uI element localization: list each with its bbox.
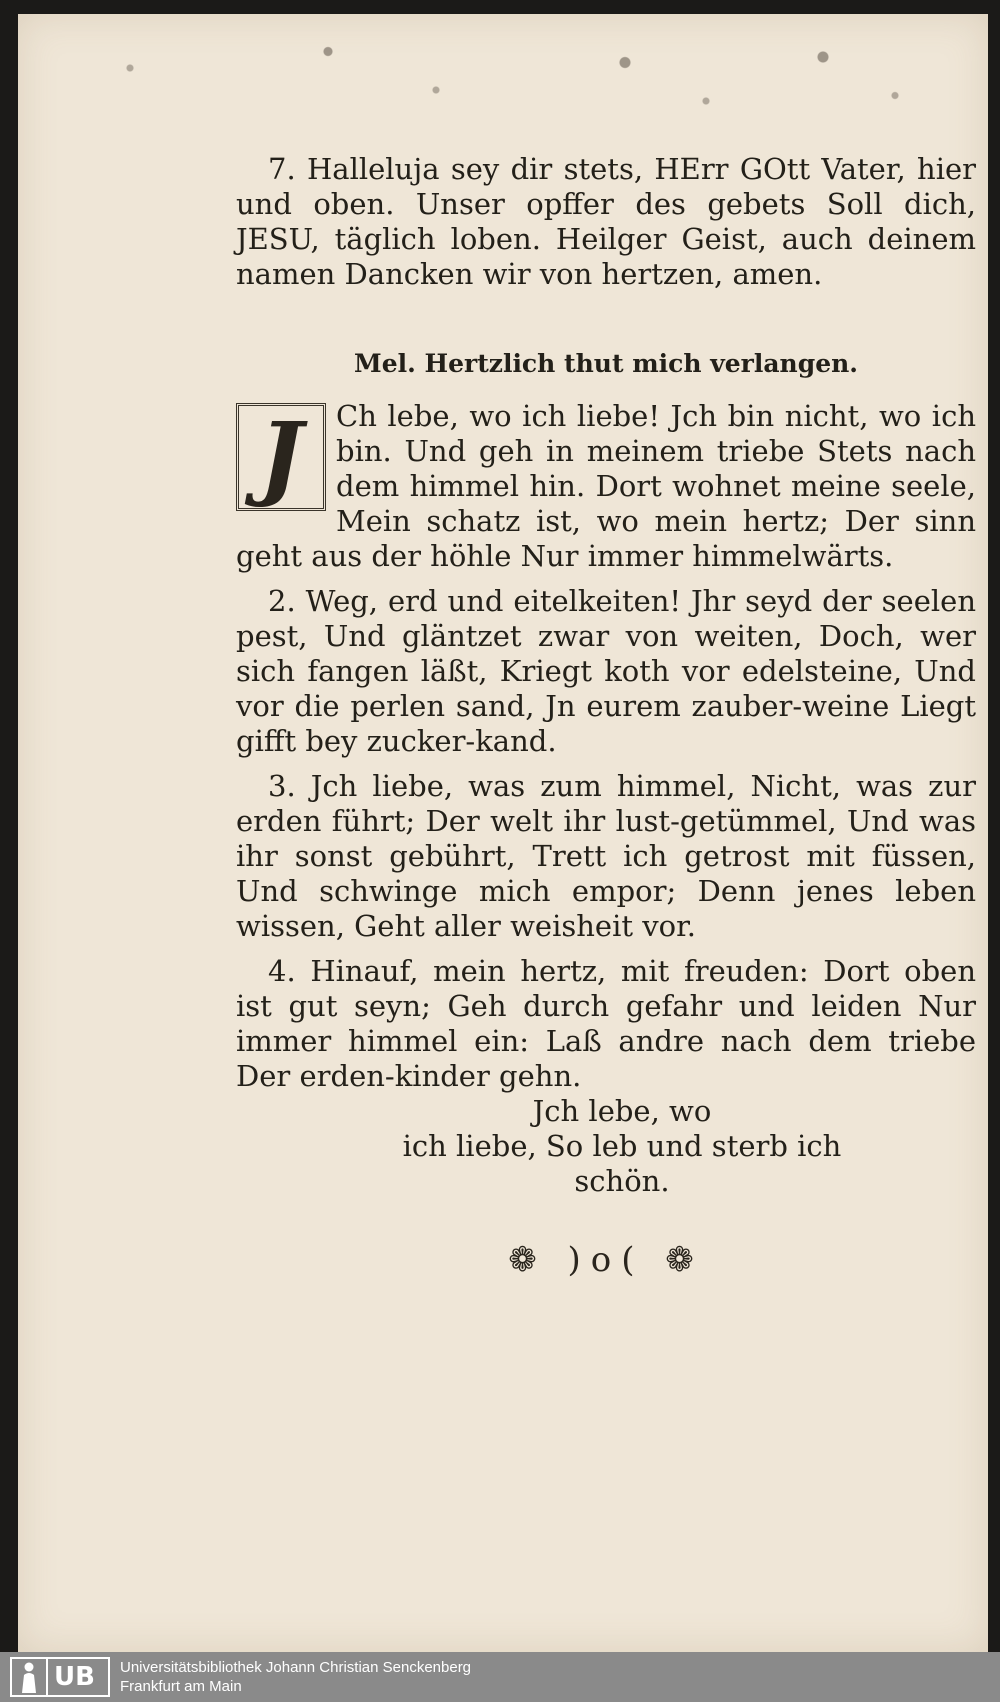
document-page xyxy=(18,14,988,1652)
paper-damage xyxy=(58,24,958,134)
stanza-3-text: 3. Jch liebe, was zum himmel, Nicht, was zur erden führt; Der welt ihr lust-getümmel, Und was ihr sonst gebührt, Trett ich getrost mit füssen, Und schwinge mich empor; Denn jenes leben wissen, Geht aller weisheit vor. xyxy=(236,769,976,943)
drop-cap: J xyxy=(236,403,326,511)
stanza-4-text: 4. Hinauf, mein hertz, mit freuden: Dort oben ist gut seyn; Geh durch gefahr und leiden Nur immer himmel ein: Laß andre nach dem triebe Der erden-kinder gehn. xyxy=(236,954,976,1093)
stanza-4-ending-1: Jch lebe, wo xyxy=(532,1094,712,1128)
stanza-2-text: 2. Weg, erd und eitelkeiten! Jhr seyd der seelen pest, Und gläntzet zwar von weiten, Doch, wer sich fangen läßt, Kriegt koth vor edelsteine, Und vor die perlen sand, Jn eurem zauber-weine Liegt gifft bey zucker-kand. xyxy=(236,584,976,758)
stanza-4 xyxy=(236,954,976,1199)
ub-logo xyxy=(10,1657,110,1697)
stanza-7-text: 7. Halleluja sey dir stets, HErr GOtt Vater, hier und oben. Unser opffer des gebets Soll dich, JESU, täglich loben. Heilger Geist, auch deinem namen Dancken wir von hertzen, amen. xyxy=(236,152,976,291)
logo-text: UB xyxy=(46,1659,95,1695)
footer-text xyxy=(120,1658,471,1696)
stanza-7 xyxy=(236,152,976,292)
footer-line-1: Universitätsbibliothek Johann Christian Senckenberg xyxy=(120,1659,472,1676)
footer-line-2: Frankfurt am Main xyxy=(120,1678,242,1695)
stanza-3 xyxy=(236,769,976,944)
stanza-1-text: Ch lebe, wo ich liebe! Jch bin nicht, wo ich bin. Und geh in meinem triebe Stets nach dem himmel hin. Dort wohnet meine seele, Mein schatz ist, wo mein hertz; Der sinn geht aus der höhle Nur immer himmelwärts. xyxy=(236,399,976,573)
ornament-icon: ❁ )o( ❁ xyxy=(508,1240,704,1280)
stanza-1 xyxy=(236,399,976,574)
statue-icon xyxy=(12,1659,46,1695)
stanza-2 xyxy=(236,584,976,759)
melody-heading: Mel. Hertzlich thut mich verlangen. xyxy=(354,349,858,378)
hymn-text xyxy=(236,152,976,1278)
library-footer xyxy=(0,1652,1000,1702)
stanza-4-ending-2: ich liebe, So leb und sterb ich xyxy=(402,1129,842,1163)
stanza-4-ending-3: schön. xyxy=(574,1164,670,1198)
